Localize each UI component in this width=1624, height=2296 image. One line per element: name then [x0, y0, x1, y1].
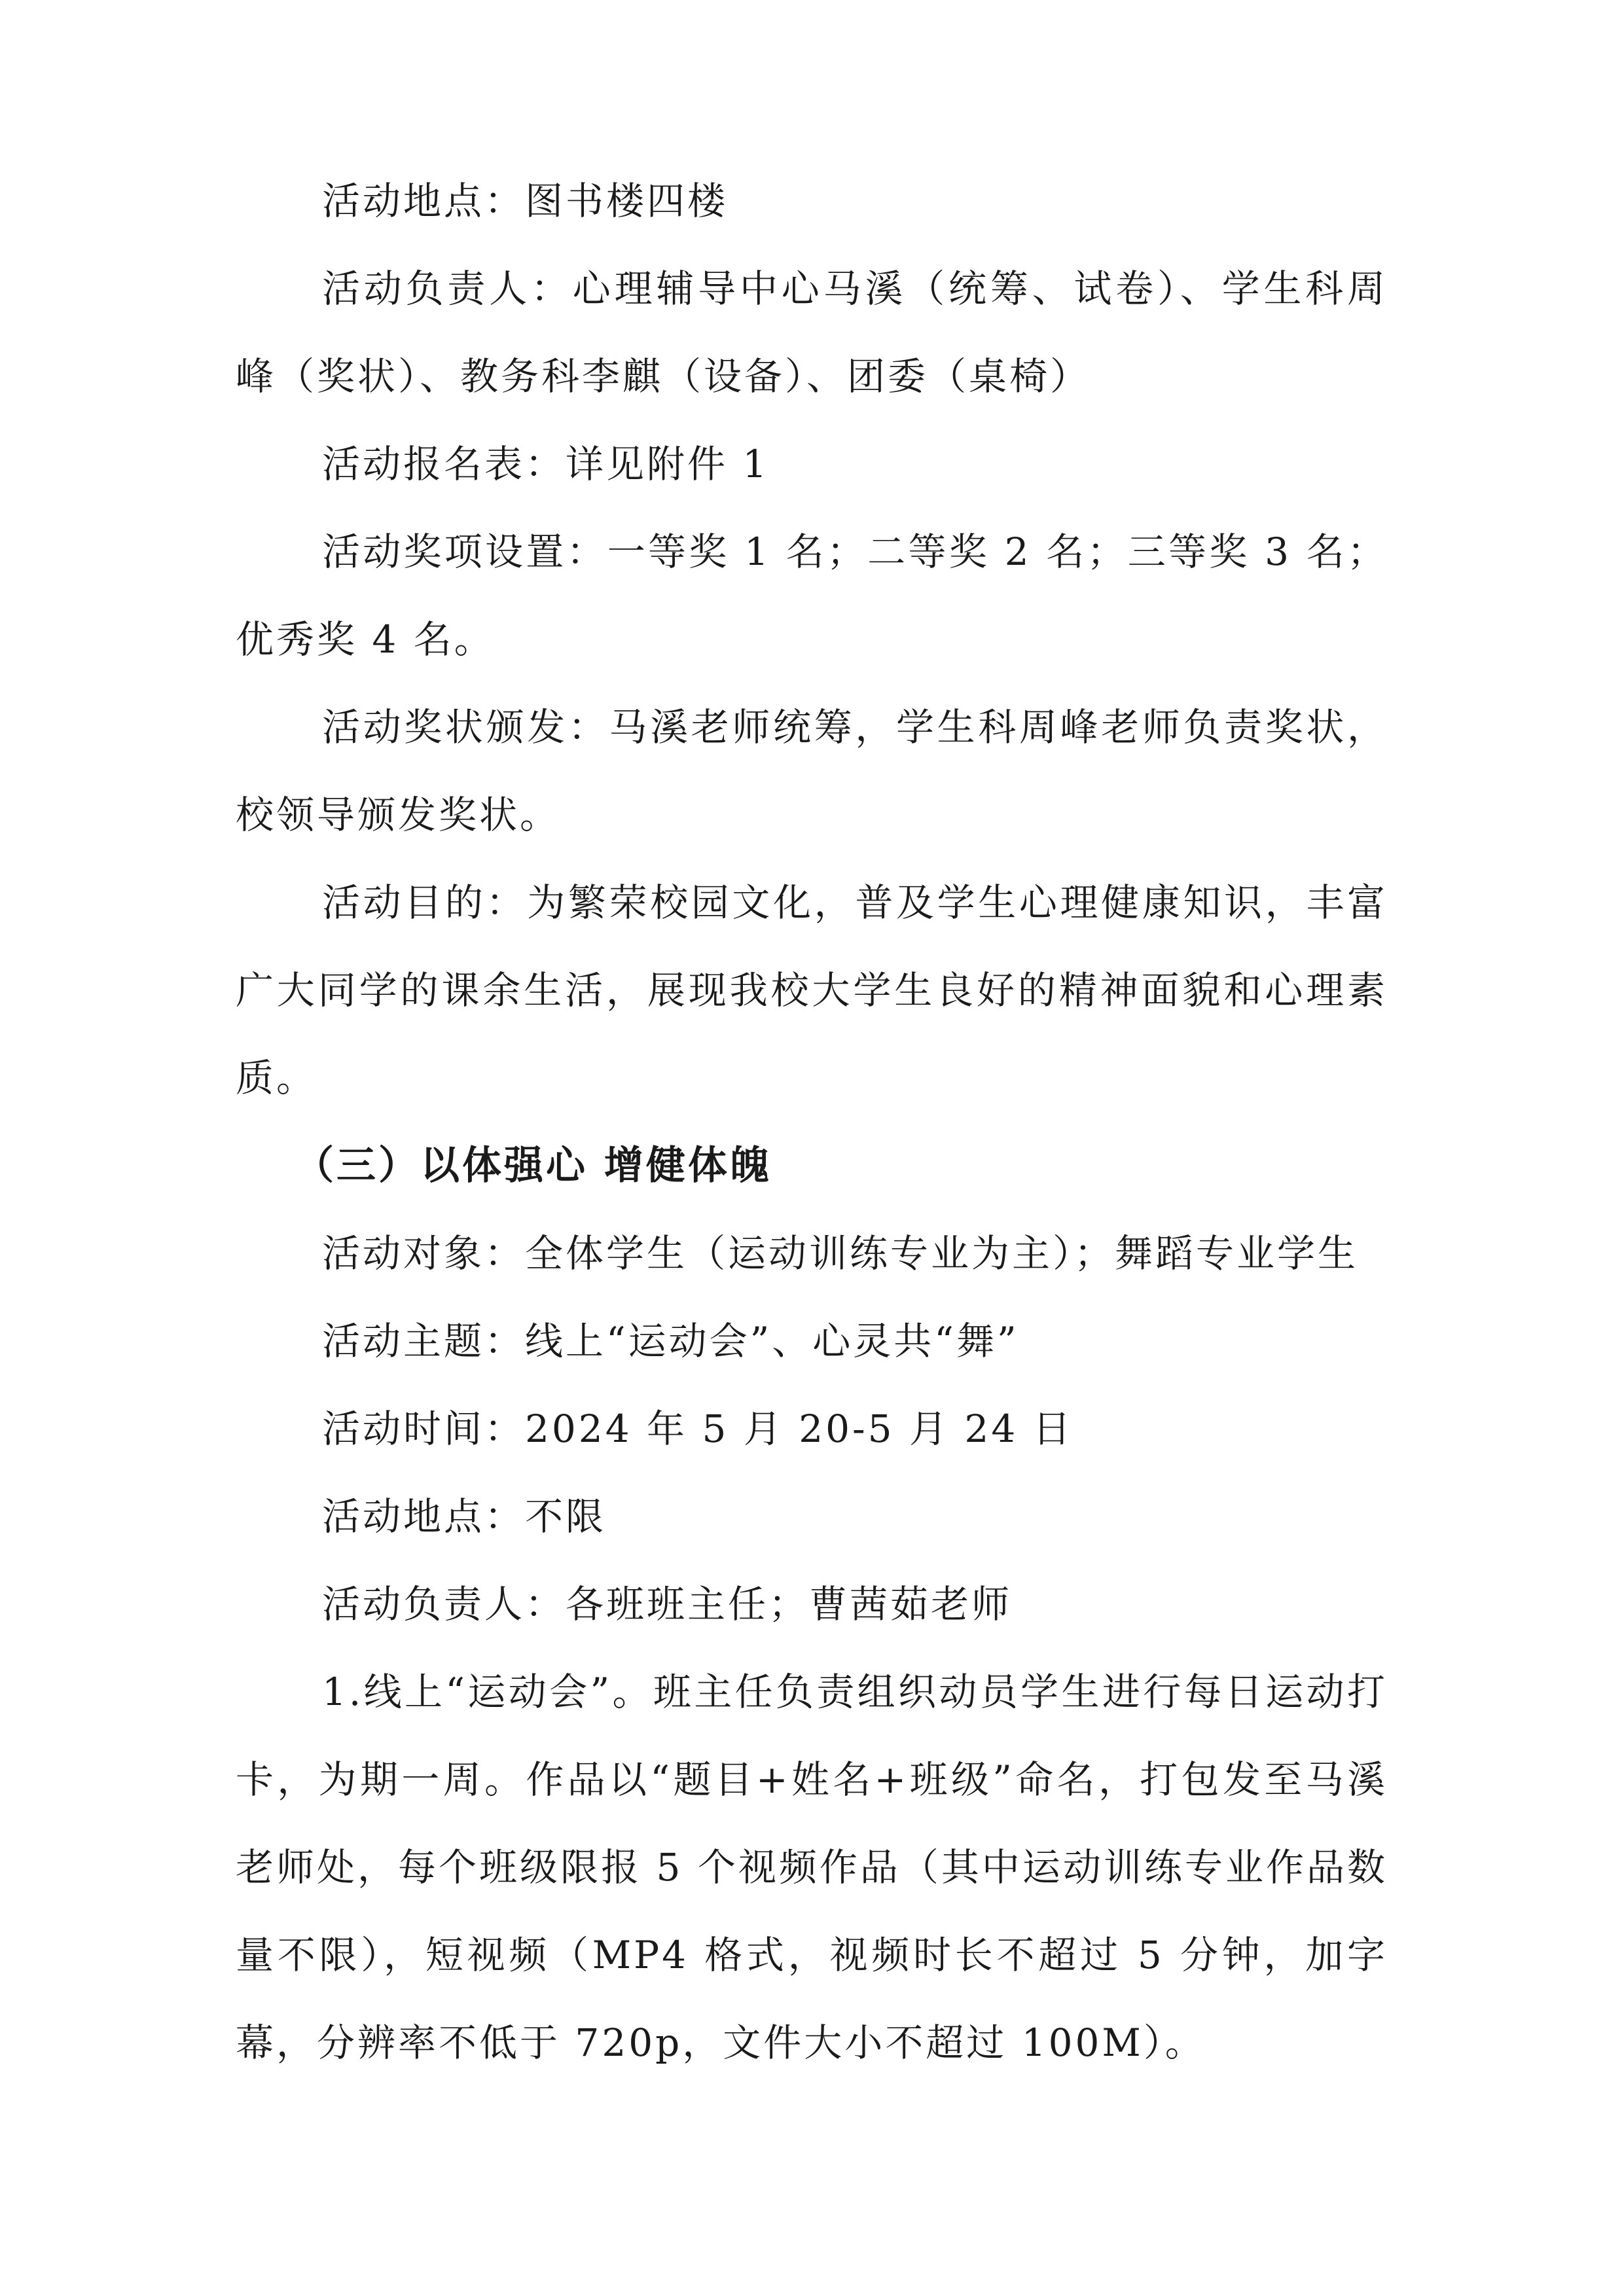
paragraph-time: 活动时间：2024 年 5 月 20-5 月 24 日 [322, 1407, 1074, 1451]
document-page [236, 157, 1388, 2087]
paragraph-organizers: 活动负责人：心理辅导中心马溪（统筹、试卷）、学生科周峰（奖状）、教务科李麒（设备）、团委（桌椅） [236, 266, 1388, 399]
paragraph-registration: 活动报名表：详见附件 1 [322, 442, 770, 486]
paragraph-awards: 活动奖项设置：一等奖 1 名；二等奖 2 名；三等奖 3 名；优秀奖 4 名。 [236, 529, 1388, 662]
paragraph-award-presentation: 活动奖状颁发：马溪老师统筹，学生科周峰老师负责奖状，校领导颁发奖状。 [236, 705, 1388, 837]
paragraph-participants: 活动对象：全体学生（运动训练专业为主）；舞蹈专业学生 [322, 1231, 1359, 1276]
paragraph-responsible: 活动负责人：各班班主任；曹茜茹老师 [322, 1582, 1013, 1626]
paragraph-purpose: 活动目的：为繁荣校园文化，普及学生心理健康知识，丰富广大同学的课余生活，展现我校大学生良好的精神面貌和心理素质。 [236, 880, 1388, 1100]
paragraph-location: 活动地点：不限 [322, 1494, 607, 1539]
paragraph-theme: 活动主题：线上“运动会”、心灵共“舞” [322, 1319, 1019, 1363]
paragraph-venue: 活动地点：图书楼四楼 [322, 179, 729, 223]
paragraph-online-sports-meet: 1.线上“运动会”。班主任负责组织动员学生进行每日运动打卡，为期一周。作品以“题目+姓名+班级”命名，打包发至马溪老师处，每个班级限报 5 个视频作品（其中运动训练专业作品数量不限），短视频（MP4 格式，视频时长不超过 5 分钟，加字幕，分辨率不低于 720p，文件大小不超过 100M）。 [236, 1670, 1388, 2065]
section-heading: （三）以体强心 增健体魄 [295, 1143, 772, 1189]
